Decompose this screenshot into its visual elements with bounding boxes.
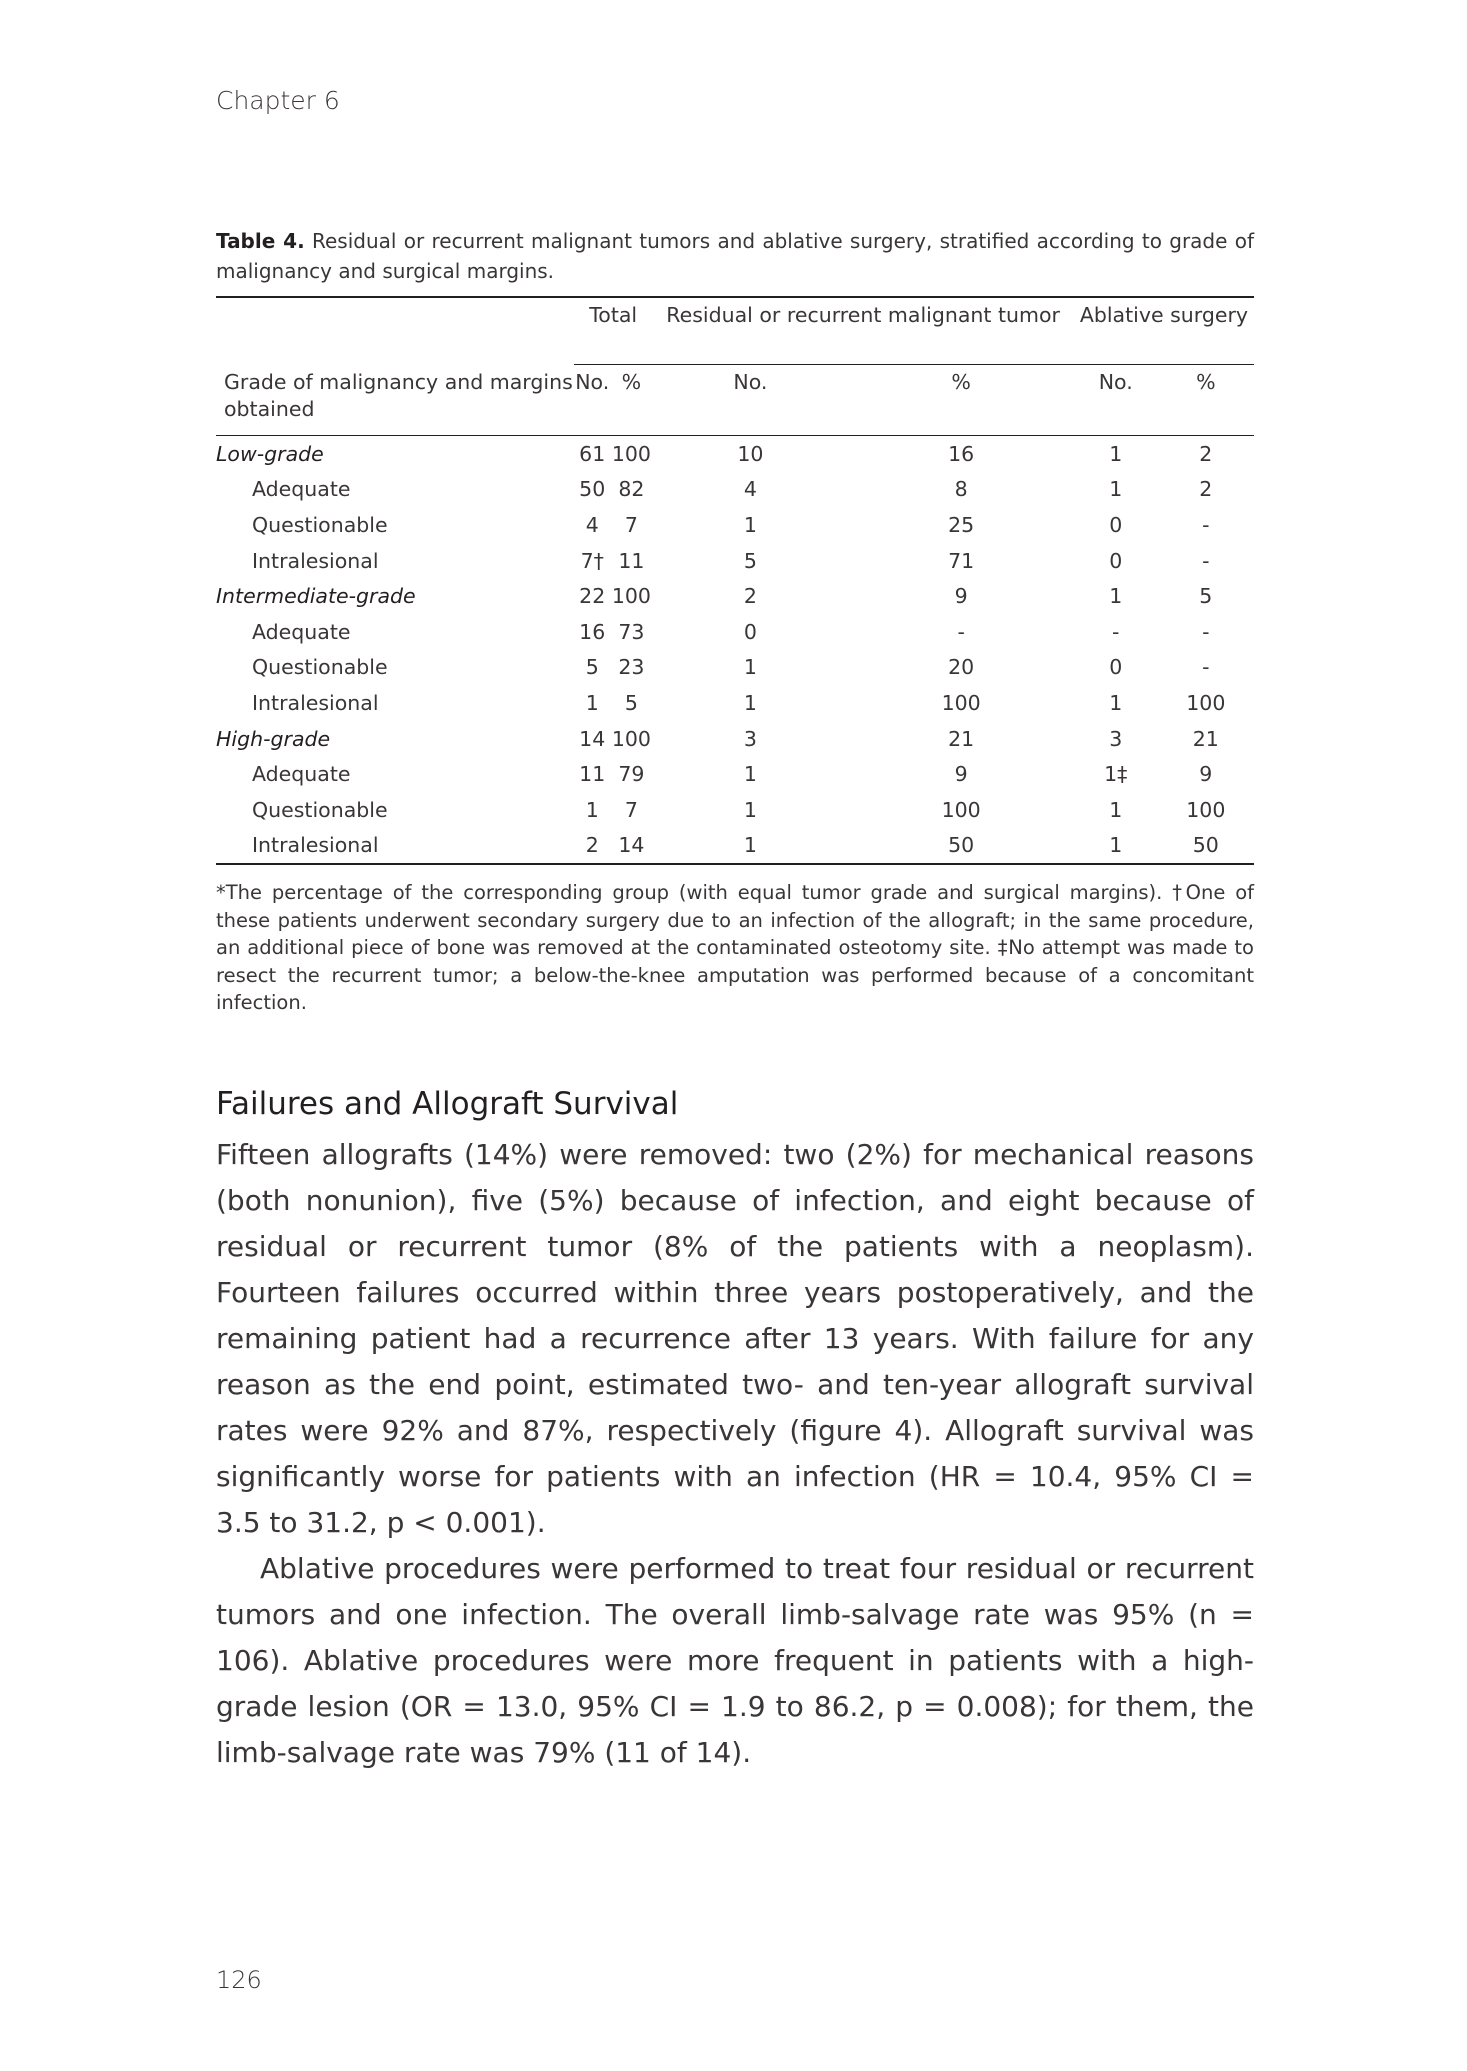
- row-label: High-grade: [216, 726, 331, 751]
- cell: 1: [743, 655, 757, 680]
- cell: 8: [954, 477, 968, 502]
- cell: 16: [579, 619, 606, 644]
- table-row: [216, 507, 1254, 543]
- table-caption: [216, 226, 1254, 286]
- subheader-total-no: No.: [574, 365, 610, 436]
- cell: 25: [948, 512, 975, 537]
- cell: 71: [948, 548, 975, 573]
- header-row-label: Grade of malignancy and margins obtained: [216, 365, 574, 436]
- cell: 10: [737, 441, 764, 466]
- cell: -: [1202, 548, 1210, 573]
- header-spacer: [216, 298, 574, 365]
- row-label: Questionable: [252, 655, 388, 680]
- cell: 3: [743, 726, 757, 751]
- header-residual-recurrent: Residual or recurrent malignant tumor: [652, 298, 1074, 365]
- table-row: [216, 756, 1254, 792]
- header-total: Total: [574, 298, 652, 365]
- cell: 5: [743, 548, 757, 573]
- cell: 50: [848, 828, 1073, 865]
- cell: 5: [1199, 584, 1213, 609]
- row-label: Adequate: [252, 477, 351, 502]
- paragraph: Ablative procedures were performed to treat four residual or recurrent tumors and one infection. The overall limb-salvage rate was 95% (n = 106). Ablative procedures were more frequent in patients with a high-grade lesion (OR = 13.0, 95% CI = 1.9 to 86.2, p = 0.008); for them, the limb-salvage rate was 79% (11 of 14).: [216, 1552, 1254, 1769]
- cell: 100: [611, 584, 651, 609]
- subheader-ablative-pct: %: [1158, 365, 1254, 436]
- cell: 1: [652, 828, 848, 865]
- cell: 7: [624, 512, 638, 537]
- cell: 0: [1109, 655, 1123, 680]
- row-label: Questionable: [252, 797, 388, 822]
- cell: 11: [618, 548, 645, 573]
- running-head: Chapter 6: [216, 86, 340, 115]
- table-row: [216, 828, 1254, 865]
- results-table: [216, 296, 1254, 865]
- cell: 82: [618, 477, 645, 502]
- cell: -: [1112, 619, 1120, 644]
- table-caption-label: Table 4.: [216, 229, 305, 253]
- cell: 1: [1109, 584, 1123, 609]
- cell: 2: [743, 584, 757, 609]
- table-row-intermediate-grade: [216, 578, 1254, 614]
- cell: 50: [1158, 828, 1254, 865]
- cell: 0: [743, 619, 757, 644]
- table-row: [216, 543, 1254, 579]
- cell: 1: [1109, 441, 1123, 466]
- cell: 2: [1199, 477, 1213, 502]
- cell: 1‡: [1104, 762, 1128, 787]
- cell: 100: [1186, 690, 1226, 715]
- cell: 0: [1109, 512, 1123, 537]
- table-caption-text: Residual or recurrent malignant tumors and ablative surgery, stratified according to grade of malignancy and surgical margins.: [216, 229, 1254, 283]
- cell: -: [1202, 512, 1210, 537]
- cell: 23: [618, 655, 645, 680]
- row-label: Adequate: [252, 762, 351, 787]
- section-heading: Failures and Allograft Survival: [216, 1086, 679, 1122]
- cell: 73: [618, 619, 645, 644]
- cell: 4: [585, 512, 599, 537]
- page-number: 126: [216, 1966, 262, 1994]
- row-label: Questionable: [252, 512, 388, 537]
- table-row: [216, 472, 1254, 508]
- row-label: Adequate: [252, 619, 351, 644]
- cell: 9: [1199, 762, 1213, 787]
- cell: 7†: [580, 548, 604, 573]
- cell: 5: [624, 690, 638, 715]
- table-row: [216, 792, 1254, 828]
- table-4: [216, 226, 1254, 1017]
- header-ablative-surgery: Ablative surgery: [1074, 298, 1254, 365]
- cell: 1: [585, 690, 599, 715]
- cell: 100: [1186, 797, 1226, 822]
- cell: 1: [1109, 797, 1123, 822]
- cell: 21: [948, 726, 975, 751]
- subheader-residual-pct: %: [848, 365, 1073, 436]
- cell: 2: [1199, 441, 1213, 466]
- subheader-total-pct: %: [610, 365, 652, 436]
- cell: 1: [1074, 828, 1158, 865]
- cell: -: [957, 619, 965, 644]
- cell: 3: [1109, 726, 1123, 751]
- subheader-residual-no: No.: [652, 365, 848, 436]
- table-row: [216, 685, 1254, 721]
- table-row-low-grade: [216, 436, 1254, 472]
- cell: 1: [1109, 690, 1123, 715]
- table-footnote: *The percentage of the corresponding group (with equal tumor grade and surgical margins). †One of these patients underwent secondary surgery due to an infection of the allograft; in the same procedure, an additional piece of bone was removed at the contaminated osteotomy site. ‡No attempt was made to resect the recurrent tumor; a below-the-knee amputation was performed because of a concomitant infection.: [216, 881, 1254, 1015]
- cell: 4: [743, 477, 757, 502]
- cell: 1: [743, 797, 757, 822]
- cell: 0: [1109, 548, 1123, 573]
- cell: 16: [948, 441, 975, 466]
- cell: 2: [574, 828, 610, 865]
- cell: 20: [948, 655, 975, 680]
- body-text: [216, 1132, 1254, 1776]
- cell: 11: [579, 762, 606, 787]
- cell: 50: [579, 477, 606, 502]
- cell: 21: [1192, 726, 1219, 751]
- cell: 1: [1109, 477, 1123, 502]
- cell: 9: [954, 584, 968, 609]
- cell: 7: [624, 797, 638, 822]
- cell: -: [1202, 619, 1210, 644]
- row-label: Intralesional: [216, 828, 574, 865]
- cell: -: [1202, 655, 1210, 680]
- cell: 100: [941, 797, 981, 822]
- cell: 5: [585, 655, 599, 680]
- cell: 14: [579, 726, 606, 751]
- row-label: Intermediate-grade: [216, 584, 416, 609]
- cell: 22: [579, 584, 606, 609]
- paragraph: Fifteen allografts (14%) were removed: two (2%) for mechanical reasons (both nonunion), five (5%) because of infection, and eight because of residual or recurrent tumor (8% of the patients with a neoplasm). Fourteen failures occurred within three years postoperatively, and the remaining patient had a recurrence after 13 years. With failure for any reason as the end point, estimated two- and ten-year allograft survival rates were 92% and 87%, respectively (figure 4). Allograft survival was significantly worse for patients with an infection (HR = 10.4, 95% CI = 3.5 to 31.2, p < 0.001).: [216, 1138, 1254, 1539]
- cell: 1: [743, 512, 757, 537]
- subheader-ablative-no: No.: [1074, 365, 1158, 436]
- cell: 9: [954, 762, 968, 787]
- cell: 100: [611, 726, 651, 751]
- cell: 1: [743, 690, 757, 715]
- cell: 79: [618, 762, 645, 787]
- row-label: Low-grade: [216, 441, 324, 466]
- cell: 100: [941, 690, 981, 715]
- table-row: [216, 614, 1254, 650]
- cell: 61: [579, 441, 606, 466]
- table-row: [216, 650, 1254, 686]
- cell: 1: [585, 797, 599, 822]
- row-label: Intralesional: [252, 690, 379, 715]
- cell: 1: [743, 762, 757, 787]
- cell: 100: [611, 441, 651, 466]
- cell: 14: [610, 828, 652, 865]
- row-label: Intralesional: [252, 548, 379, 573]
- table-row-high-grade: [216, 721, 1254, 757]
